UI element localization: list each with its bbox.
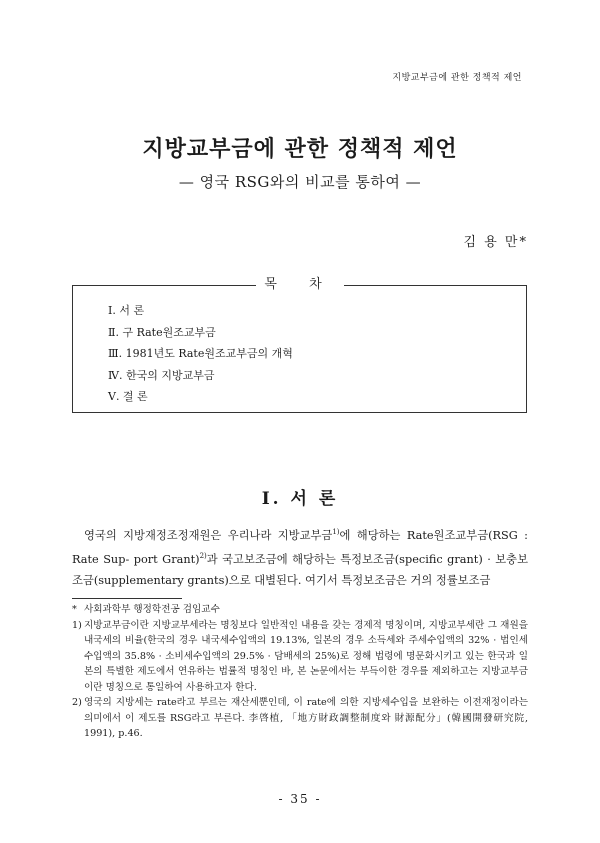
toc-heading-label: 목 차: [256, 277, 343, 292]
author-name: 김 용 만*: [463, 235, 528, 250]
footnote-text: 사회과학부 행정학전공 검임교수: [84, 604, 220, 615]
section-heading: Ⅰ. 서 론: [261, 489, 339, 509]
footnote-ref: 1): [332, 528, 340, 536]
body-paragraph: [72, 522, 528, 591]
footnote-text: 지방교부금이란 지방교부세라는 명칭보다 일반적인 내용을 갖는 경제적 명칭이며, 지방교부세란 그 재원을 내국세의 비율(한국의 경우 내국세수입액의 19.13%, 일본의 경우 소득세와 주세수입액의 32% · 법인세수입액의 35.8% · 소비세수입액의 29.5% · 담배세의 25%)로 정해 법령에 명문화시키고 있는 한국과 일본의 특별한 제도에서 연유하는 법률적 명칭인 바, 본 논문에서는 부득이한 경우를 제외하고는 지방교부금이란 명칭으로 통일하여 사용하고자 한다.: [84, 619, 528, 693]
footnotes: [72, 602, 528, 742]
toc-heading: [0, 273, 600, 292]
toc-item: Ⅳ. 한국의 지방교부금: [108, 368, 215, 382]
footnote-2: [72, 695, 528, 742]
toc-item: Ⅴ. 결 론: [108, 390, 148, 403]
body-text-part: 에 해당하는 Rate원조교부금(RSG : Rate Sup- port Grant): [72, 528, 528, 566]
toc-item: Ⅲ. 1981년도 Rate원조교부금의 개혁: [108, 347, 293, 360]
footnote-ref: 2): [199, 551, 207, 560]
body-text-part: 영국의 지방재정조정재원은 우리나라 지방교부금: [84, 528, 333, 542]
footnote-author: [72, 602, 528, 618]
footnote-mark: *: [72, 604, 77, 615]
body-text-part: 과 국고보조금에 해당하는 특정보조금(specific grant) · 보충보조금(supplementary grants)으로 대별된다. 여기서 특정보조금은 거의 정률보조금: [72, 552, 529, 587]
article-subtitle: — 영국 RSG와의 비교를 통하여 —: [178, 173, 422, 191]
footnote-mark: 2): [72, 697, 82, 708]
footnote-1: [72, 618, 528, 696]
footnote-text: 영국의 지방세는 rate라고 부르는 재산세뿐인데, 이 rate에 의한 지방세수입을 보완하는 이전재정이라는 의미에서 이 제도를 RSG라고 부른다. 李啓植, 「地方財政調整制度와 財源配分」(韓國開發研究院, 1991), p.46.: [84, 697, 528, 739]
footnote-mark: 1): [72, 619, 82, 631]
page-number: - 35 -: [278, 792, 322, 806]
footnote-divider: [72, 598, 182, 599]
toc-item: Ⅰ. 서 론: [108, 304, 145, 317]
toc-list: [108, 300, 293, 408]
article-title: 지방교부금에 관한 정책적 제언: [142, 136, 458, 162]
running-head: 지방교부금에 관한 정책적 제언: [392, 73, 522, 83]
toc-item: Ⅱ. 구 Rate원조교부금: [108, 325, 216, 339]
